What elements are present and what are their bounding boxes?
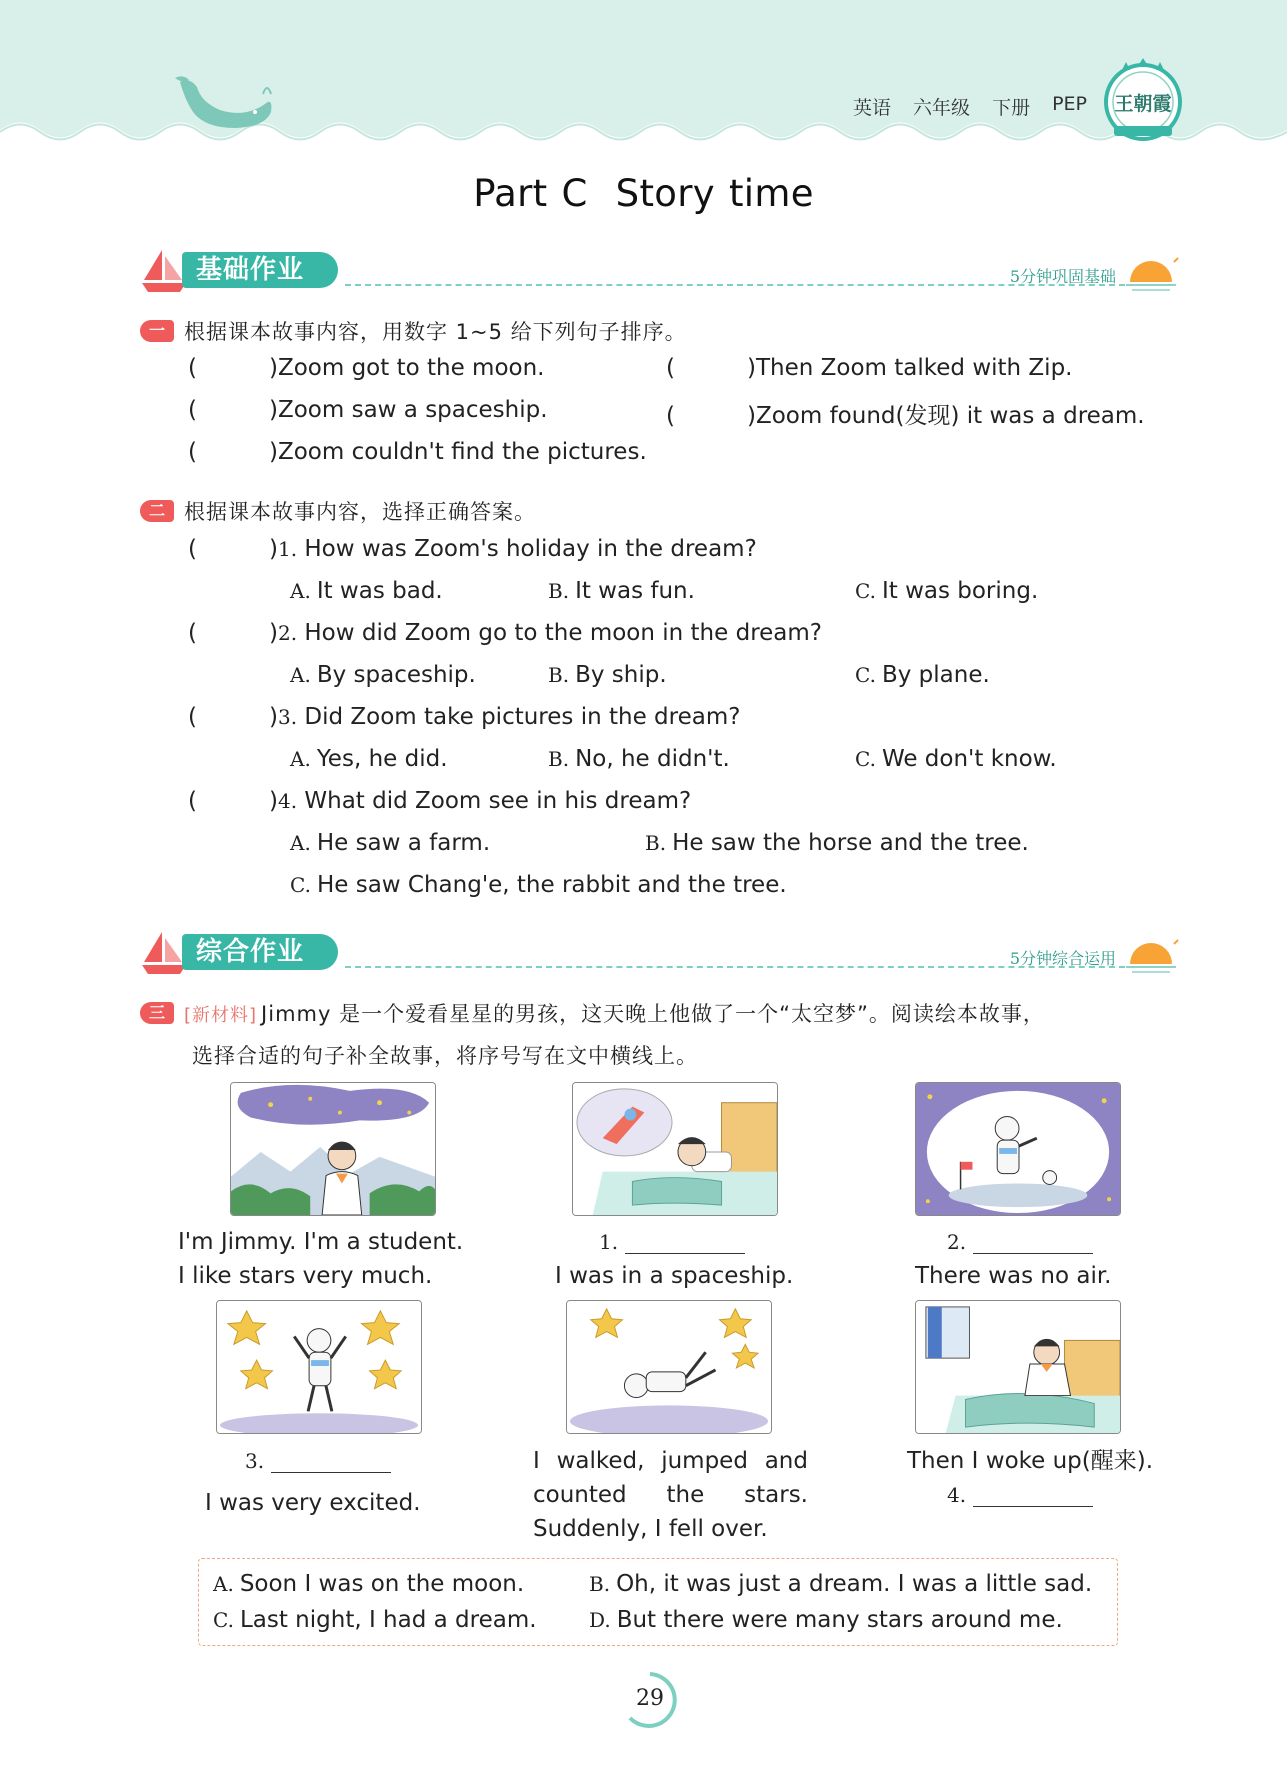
- question-2-header: [140, 496, 536, 526]
- section-divider: [345, 966, 1125, 968]
- sun-icon: [1122, 934, 1180, 974]
- story-answer-blank[interactable]: [973, 1485, 1093, 1507]
- q2-option: A. He saw a farm.: [290, 830, 491, 856]
- q1-item: ( )Zoom couldn't find the pictures.: [188, 439, 647, 465]
- panel-6-caption: Then I woke up(醒来). 4.: [907, 1448, 1154, 1507]
- question-instruction-continued: 选择合适的句子补全故事，将序号写在文中横线上。: [192, 1044, 698, 1068]
- svg-text:王朝霞: 王朝霞: [1114, 93, 1172, 115]
- section-label-comprehensive: 综合作业: [182, 934, 338, 970]
- panel-3-caption: 2. There was no air.: [915, 1230, 1112, 1289]
- title-name: Story time: [615, 172, 814, 215]
- q1-item: ( )Zoom got to the moon.: [188, 355, 545, 381]
- story-picture-astronaut-moon: [915, 1082, 1121, 1216]
- story-answer-blank[interactable]: [973, 1232, 1093, 1254]
- sun-icon: [1122, 252, 1180, 292]
- story-picture-astronaut-fell: [566, 1300, 772, 1434]
- question-3-header: [140, 998, 1045, 1028]
- story-picture-astronaut-stars: [216, 1300, 422, 1434]
- new-material-tag: [新材料]: [184, 1005, 258, 1026]
- q1-item: ( )Zoom saw a spaceship.: [188, 397, 548, 423]
- q2-option: B. By ship.: [548, 662, 667, 688]
- publisher-seal-logo: [1102, 58, 1184, 148]
- q2-option: B. It was fun.: [548, 578, 695, 604]
- page-number: 29: [620, 1670, 680, 1730]
- q2-option: C. We don't know.: [855, 746, 1057, 772]
- q2-question: ( )4. What did Zoom see in his dream?: [188, 788, 692, 814]
- story-answer-blank[interactable]: [271, 1451, 391, 1473]
- grade-tag: 六年级: [913, 97, 971, 119]
- q2-question: ( )1. How was Zoom's holiday in the dream?: [188, 536, 757, 562]
- story-picture-jimmy-dreaming: [572, 1082, 778, 1216]
- q2-question: ( )2. How did Zoom go to the moon in the dream?: [188, 620, 822, 646]
- sailboat-icon: [140, 928, 188, 976]
- q1-item: ( )Then Zoom talked with Zip.: [666, 355, 1073, 381]
- question-number-badge: 一: [140, 320, 174, 342]
- q2-option: C. It was boring.: [855, 578, 1039, 604]
- panel-1-caption: I'm Jimmy. I'm a student. I like stars very much.: [178, 1229, 464, 1289]
- q2-option: C. By plane.: [855, 662, 990, 688]
- section-banner-comprehensive: [140, 928, 1180, 980]
- option-c: C. Last night, I had a dream.: [213, 1607, 537, 1633]
- volume-tag: 下册: [992, 97, 1031, 119]
- question-number-badge: 三: [140, 1002, 174, 1024]
- question-1-header: [140, 316, 687, 346]
- question-instruction: 根据课本故事内容，用数字 1~5 给下列句子排序。: [184, 320, 687, 344]
- book-info: [853, 93, 1087, 120]
- sailboat-icon: [140, 246, 188, 294]
- section-hint-basic: 5分钟巩固基础: [1009, 267, 1116, 286]
- option-a: A. Soon I was on the moon.: [213, 1571, 525, 1597]
- story-picture-jimmy-outdoors: [230, 1082, 436, 1216]
- q2-question: ( )3. Did Zoom take pictures in the dream?: [188, 704, 741, 730]
- q2-option: A. Yes, he did.: [290, 746, 448, 772]
- question-instruction: Jimmy 是一个爱看星星的男孩，这天晚上他做了一个“太空梦”。阅读绘本故事，: [261, 1002, 1045, 1026]
- sentence-options-box: [198, 1558, 1118, 1646]
- panel-5-caption: I walked, jumped and counted the stars. Suddenly, I fell over.: [533, 1448, 808, 1542]
- q2-option: B. No, he didn't.: [548, 746, 730, 772]
- q2-option: A. By spaceship.: [290, 662, 476, 688]
- story-picture-jimmy-waking: [915, 1300, 1121, 1434]
- q2-option: A. It was bad.: [290, 578, 443, 604]
- title-part: Part C: [473, 172, 588, 215]
- question-number-badge: 二: [140, 500, 174, 522]
- section-hint-comprehensive: 5分钟综合运用: [1009, 949, 1116, 968]
- story-answer-blank[interactable]: [625, 1232, 745, 1254]
- panel-4-caption: 3. I was very excited.: [205, 1449, 421, 1516]
- edition-tag: PEP: [1052, 93, 1087, 115]
- whale-icon: [175, 72, 285, 132]
- subject-tag: 英语: [853, 97, 892, 119]
- question-instruction: 根据课本故事内容，选择正确答案。: [184, 500, 536, 524]
- page-title: [0, 172, 1287, 215]
- option-b: B. Oh, it was just a dream. I was a little sad.: [589, 1571, 1093, 1597]
- panel-2-caption: 1. I was in a spaceship.: [555, 1230, 794, 1289]
- section-banner-basic: [140, 246, 1180, 298]
- option-d: D. But there were many stars around me.: [589, 1607, 1063, 1633]
- q2-option: C. He saw Chang'e, the rabbit and the tree.: [290, 872, 787, 898]
- q2-option: B. He saw the horse and the tree.: [645, 830, 1029, 856]
- section-label-basic: 基础作业: [182, 252, 338, 288]
- page-header: [0, 0, 1287, 150]
- q1-item: ( )Zoom found(发现) it was a dream.: [666, 403, 1145, 429]
- section-divider: [345, 284, 1125, 286]
